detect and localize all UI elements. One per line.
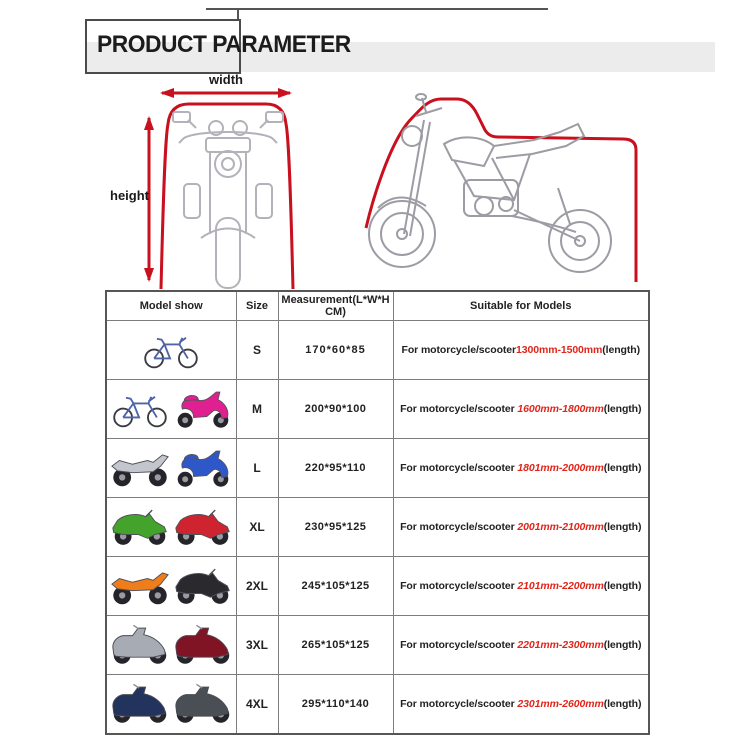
- length-range-highlight: 2301mm-2600mm: [517, 697, 604, 710]
- motorcycle-front-art: [173, 112, 283, 288]
- suitable-cell: [393, 616, 649, 675]
- suitable-text-suffix: (length): [603, 403, 642, 415]
- blue-bicycle-image: [110, 387, 170, 431]
- length-range-highlight: 1600mm-1800mm: [517, 403, 604, 415]
- measurement-cell: 170*60*85: [278, 321, 393, 380]
- size-cell: M: [236, 380, 278, 439]
- measurement-cell: 295*110*140: [278, 675, 393, 734]
- header-measurement: Measurement(L*W*H CM): [278, 291, 393, 321]
- dark-red-touring-bike-image: [173, 623, 233, 667]
- white-underbone-motorcycle-image: [110, 446, 170, 490]
- suitable-text: For motorcycle/scooter: [401, 344, 517, 356]
- size-spec-table: [105, 290, 650, 735]
- suitable-cell: [393, 675, 649, 734]
- measurement-cell: 245*105*125: [278, 557, 393, 616]
- measurement-cell: 265*105*125: [278, 616, 393, 675]
- suitable-cell: [393, 557, 649, 616]
- suitable-text: For motorcycle/scooter: [400, 580, 518, 592]
- decor-frame-fragment-horizontal: [206, 8, 548, 10]
- motorcycle-side-art: [369, 94, 611, 272]
- size-cell: S: [236, 321, 278, 380]
- suitable-cell: [393, 380, 649, 439]
- suitable-text-suffix: (length): [603, 462, 642, 474]
- height-dimension-label: height: [110, 188, 149, 203]
- table-row-size-xl: [106, 498, 649, 557]
- table-row-size-m: [106, 380, 649, 439]
- orange-dual-sport-bike-image: [110, 564, 170, 608]
- suitable-text-suffix: (length): [602, 344, 640, 356]
- suitable-text-suffix: (length): [603, 521, 642, 533]
- blue-scooter-image: [173, 446, 233, 490]
- table-row-size-s: [106, 321, 649, 380]
- table-row-size-4xl: [106, 675, 649, 734]
- measurement-cell: 230*95*125: [278, 498, 393, 557]
- black-sport-bike-image: [173, 564, 233, 608]
- model-cell: [106, 616, 236, 675]
- green-sport-bike-image: [110, 505, 170, 549]
- model-cell: [106, 675, 236, 734]
- measurement-cell: 220*95*110: [278, 439, 393, 498]
- suitable-text: For motorcycle/scooter: [400, 403, 518, 415]
- blue-tricycle-image: [141, 328, 201, 372]
- header-model-show: Model show: [106, 291, 236, 321]
- page-title: PRODUCT PARAMETER: [97, 31, 351, 58]
- length-range-highlight: 1300mm-1500mm: [516, 344, 603, 356]
- suitable-text-suffix: (length): [603, 580, 642, 592]
- table-row-size-l: [106, 439, 649, 498]
- model-cell: [106, 439, 236, 498]
- suitable-text: For motorcycle/scooter: [400, 639, 518, 651]
- suitable-cell: [393, 498, 649, 557]
- suitable-text: For motorcycle/scooter: [400, 697, 518, 710]
- length-range-highlight: 2101mm-2200mm: [517, 580, 604, 592]
- suitable-cell: [393, 321, 649, 380]
- model-cell: [106, 380, 236, 439]
- model-cell: [106, 321, 236, 380]
- pink-scooter-image: [173, 387, 233, 431]
- size-cell: L: [236, 439, 278, 498]
- suitable-cell: [393, 439, 649, 498]
- length-range-highlight: 2001mm-2100mm: [517, 521, 604, 533]
- suitable-text-suffix: (length): [603, 639, 642, 651]
- red-sport-bike-image: [173, 505, 233, 549]
- silver-touring-bike-image: [110, 623, 170, 667]
- table-header-row: [106, 291, 649, 321]
- size-cell: XL: [236, 498, 278, 557]
- navy-touring-cruiser-image: [110, 682, 170, 726]
- suitable-text: For motorcycle/scooter: [400, 462, 518, 474]
- header-suitable: Suitable for Models: [393, 291, 649, 321]
- header-size: Size: [236, 291, 278, 321]
- size-cell: 4XL: [236, 675, 278, 734]
- length-range-highlight: 1801mm-2000mm: [517, 462, 604, 474]
- size-cell: 3XL: [236, 616, 278, 675]
- length-range-highlight: 2201mm-2300mm: [517, 639, 604, 651]
- motorcycle-side-view-cover-diagram: [362, 92, 652, 287]
- suitable-text: For motorcycle/scooter: [400, 521, 518, 533]
- suitable-text-suffix: (length): [603, 697, 642, 710]
- gray-touring-bike-image: [173, 682, 233, 726]
- width-dimension-label: width: [209, 72, 243, 87]
- table-row-size-2xl: [106, 557, 649, 616]
- measurement-cell: 200*90*100: [278, 380, 393, 439]
- model-cell: [106, 557, 236, 616]
- width-arrow-icon: [160, 88, 292, 98]
- table-row-size-3xl: [106, 616, 649, 675]
- size-cell: 2XL: [236, 557, 278, 616]
- model-cell: [106, 498, 236, 557]
